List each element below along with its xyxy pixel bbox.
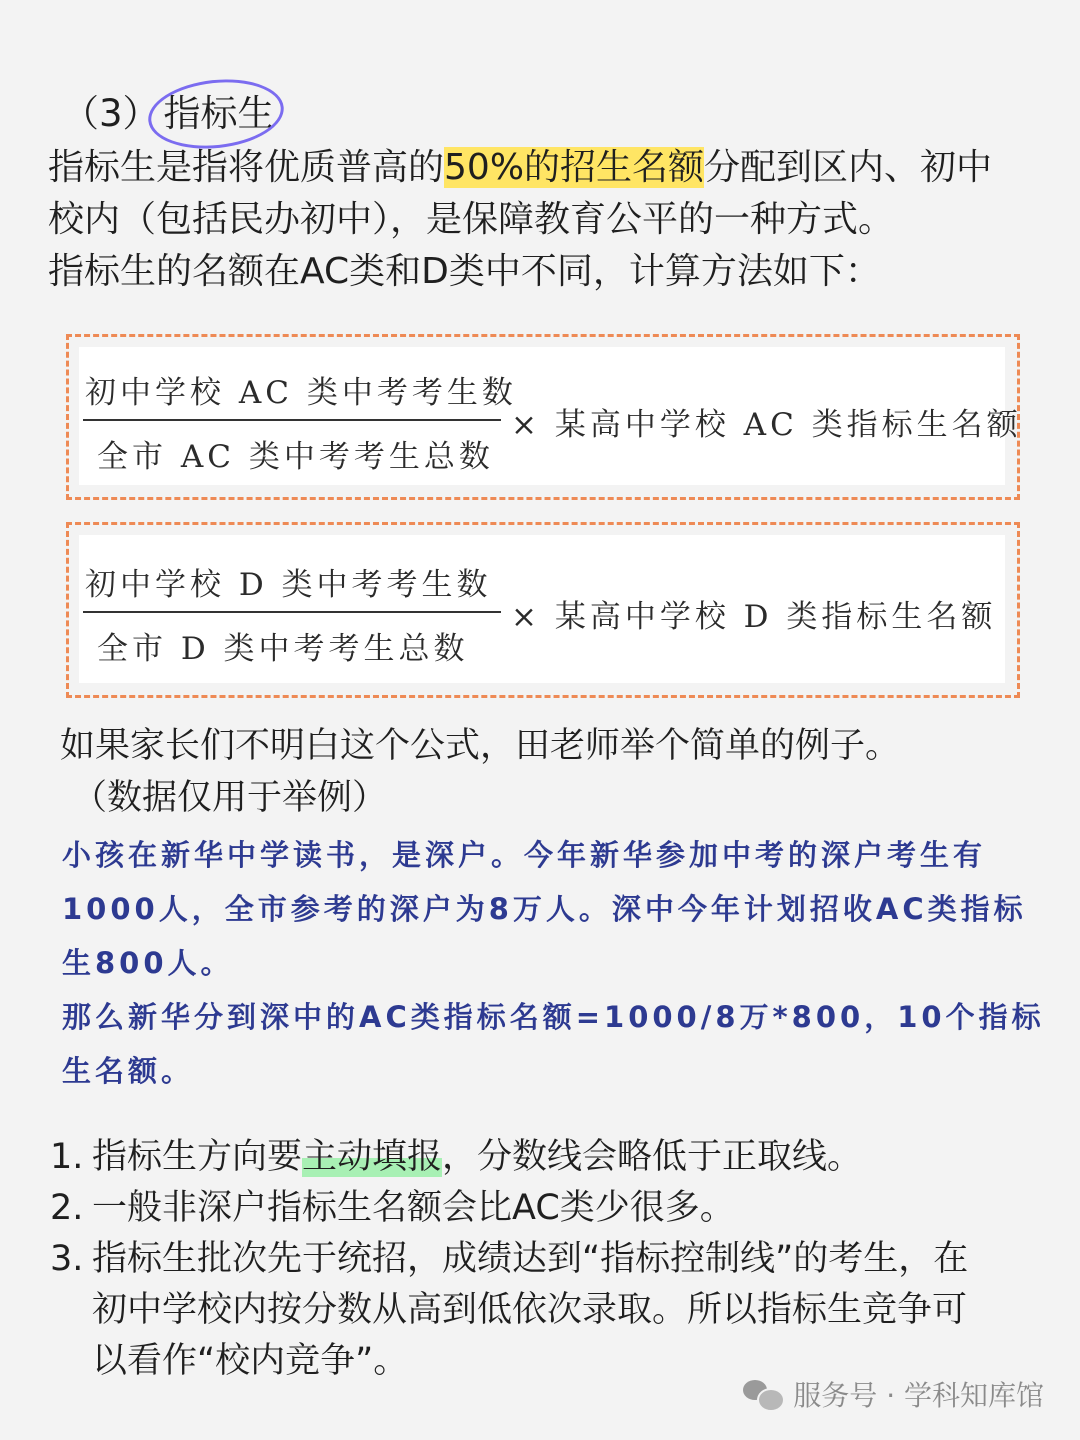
example-scenario (62, 828, 1052, 990)
formula-numerator: 初中学校 AC 类中考考生数 (85, 375, 517, 411)
section-name (160, 88, 279, 140)
example-intro (60, 720, 1040, 824)
fraction-line (83, 419, 501, 421)
tip-text-post: ，分数线会略低于正取线。 (442, 1137, 863, 1177)
section-title (62, 88, 279, 140)
tip-item-1 (50, 1132, 1050, 1183)
tip-item-2 (50, 1183, 1050, 1234)
highlight-quota: 50%的招生名额 (444, 147, 705, 188)
tip-text-pre: 指标生方向要 (92, 1137, 303, 1177)
wechat-icon (743, 1378, 783, 1410)
intro-text: 分配到区内、初中 (704, 147, 993, 188)
tip-text-line-2: 初中学校内按分数从高到低依次录取。所以指标生竞争可 (92, 1290, 968, 1330)
calculation-line-2: 生名额。 (62, 1054, 195, 1088)
footer-text: 服务号 · 学科知库馆 (793, 1379, 1044, 1412)
example-line-2: （数据仅用于举例） (72, 778, 388, 818)
fraction-line (83, 611, 501, 613)
intro-line-3: 指标生的名额在AC类和D类中不同，计算方法如下： (48, 251, 881, 292)
tip-text (92, 1132, 862, 1183)
intro-paragraph (48, 142, 1038, 298)
formula-box-d (66, 522, 1020, 698)
formula-image-d (79, 535, 1005, 683)
tip-text-line-3: 以看作“校内竞争”。 (92, 1341, 409, 1381)
tips-list (50, 1132, 1050, 1387)
highlight-active-apply: 主动填报 (302, 1137, 443, 1177)
section-name-text: 指标生 (163, 92, 275, 135)
section-number: （3） (62, 92, 160, 135)
scenario-line-2: 1000人，全市参考的深户为8万人。深中今年计划招收AC类指标 (62, 892, 1027, 926)
tip-number: 3. (50, 1239, 84, 1279)
tip-item-3 (50, 1234, 1050, 1387)
tip-text (92, 1234, 968, 1387)
example-calculation (62, 990, 1052, 1098)
tip-text: 一般非深户指标生名额会比AC类少很多。 (92, 1188, 735, 1228)
example-line-1: 如果家长们不明白这个公式，田老师举个简单的例子。 (60, 726, 901, 766)
footer-watermark (743, 1374, 1044, 1414)
formula-multiplier: × 某高中学校 AC 类指标生名额 (511, 407, 1022, 443)
intro-text: 指标生是指将优质普高的 (48, 147, 445, 188)
formula-image-ac (79, 347, 1022, 485)
scenario-line-3: 生800人。 (62, 946, 234, 980)
tip-number: 1. (50, 1137, 84, 1177)
formula-multiplier: × 某高中学校 D 类指标生名额 (511, 599, 997, 635)
tip-number: 2. (50, 1188, 84, 1228)
formula-denominator: 全市 AC 类中考考生总数 (97, 439, 494, 475)
scenario-line-1: 小孩在新华中学读书，是深户。今年新华参加中考的深户考生有 (62, 838, 987, 872)
intro-line-2: 校内（包括民办初中），是保障教育公平的一种方式。 (48, 199, 895, 240)
formula-box-ac (66, 334, 1020, 500)
tip-text-line-1: 指标生批次先于统招，成绩达到“指标控制线”的考生，在 (92, 1239, 969, 1279)
calculation-line-1: 那么新华分到深中的AC类指标名额=1000/8万*800，10个指标 (62, 1000, 1045, 1034)
formula-numerator: 初中学校 D 类中考考生数 (85, 567, 492, 603)
intro-line-1 (48, 142, 1038, 194)
formula-denominator: 全市 D 类中考考生总数 (97, 631, 469, 667)
